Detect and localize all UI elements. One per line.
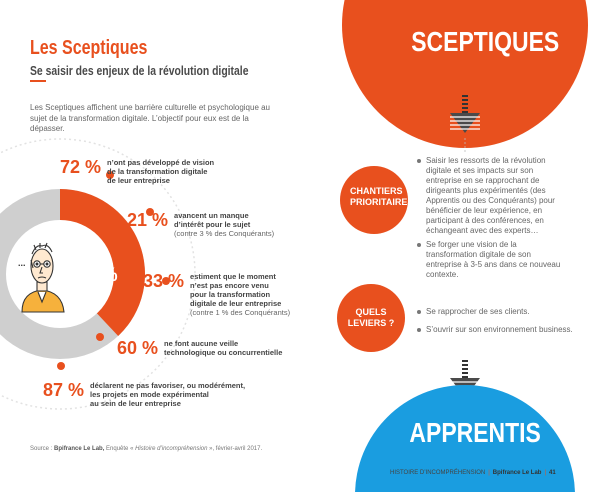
- list-item: Se forger une vision de la transformation digitale de son entreprise à 3-5 ans dans ce nouveau contexte.: [417, 240, 567, 280]
- stat-percent: 33 %: [143, 271, 185, 291]
- sceptiques-label: SCEPTIQUES: [411, 26, 560, 57]
- dot-87: [57, 362, 65, 370]
- source-note: Source : Bpifrance Le Lab, Enquête « Histoire d’incompréhension », février-avril 2017.: [30, 446, 263, 452]
- list-item: S’ouvrir sur son environnement business.: [417, 325, 577, 335]
- leviers-list: [417, 307, 577, 339]
- intro-paragraph: Les Sceptiques affichent une barrière culturelle et psychologique au sujet de la transformation digitale. L’objectif pour eux est de la dépasser.: [30, 103, 271, 133]
- stat-description: déclarent ne pas favoriser, ou modérément, les projets en mode expérimental au sein de leur entreprise: [90, 381, 246, 408]
- stat-description: n’ont pas développé de vision de la transformation digitale de leur entreprise: [107, 158, 215, 185]
- page-title: Les Sceptiques: [30, 37, 148, 59]
- ring-chart: [0, 0, 300, 492]
- ring-value: 38 %: [74, 265, 118, 286]
- stat-description: estiment que le moment n’est pas encore venu pour la transformation digitale de leur entreprise (contre 1 % des Conquérants): [190, 272, 291, 317]
- stat-percent: 60 %: [117, 338, 159, 358]
- stat-87: [43, 379, 245, 408]
- stat-72: [60, 156, 214, 185]
- chantiers-label: CHANTIERS PRIORITAIRES: [350, 186, 414, 207]
- page-footer: HISTOIRE D’INCOMPRÉHENSION | Bpifrance Le Lab | 41: [390, 470, 556, 476]
- stat-percent: 72 %: [60, 157, 102, 177]
- stat-60: [117, 337, 282, 359]
- apprentis-label: APPRENTIS: [409, 417, 541, 448]
- chantiers-list: [417, 156, 567, 284]
- stat-21: [127, 209, 274, 238]
- list-item: Saisir les ressorts de la révolution digitale et ses impacts sur son entreprise en se rapprochant de dirigeants plus expérimentés (des Apprentis ou des Conquérants) pour bénéficier de leur expérience, en participant à des conférences, en échangeant avec des experts…: [417, 156, 567, 236]
- speech-dots: ...: [18, 258, 26, 268]
- stat-percent: 87 %: [43, 380, 85, 400]
- page-subtitle: Se saisir des enjeux de la révolution digitale: [30, 63, 249, 78]
- stat-description: avancent un manque d’intérêt pour le sujet (contre 3 % des Conquérants): [174, 211, 275, 238]
- stat-description: ne font aucune veille technologique ou concurrentielle: [164, 339, 283, 357]
- leviers-label: QUELS LEVIERS ?: [347, 307, 395, 328]
- stat-percent: 21 %: [127, 210, 169, 230]
- list-item: Se rapprocher de ses clients.: [417, 307, 577, 317]
- stat-33: [143, 270, 290, 317]
- dot-60: [96, 333, 104, 341]
